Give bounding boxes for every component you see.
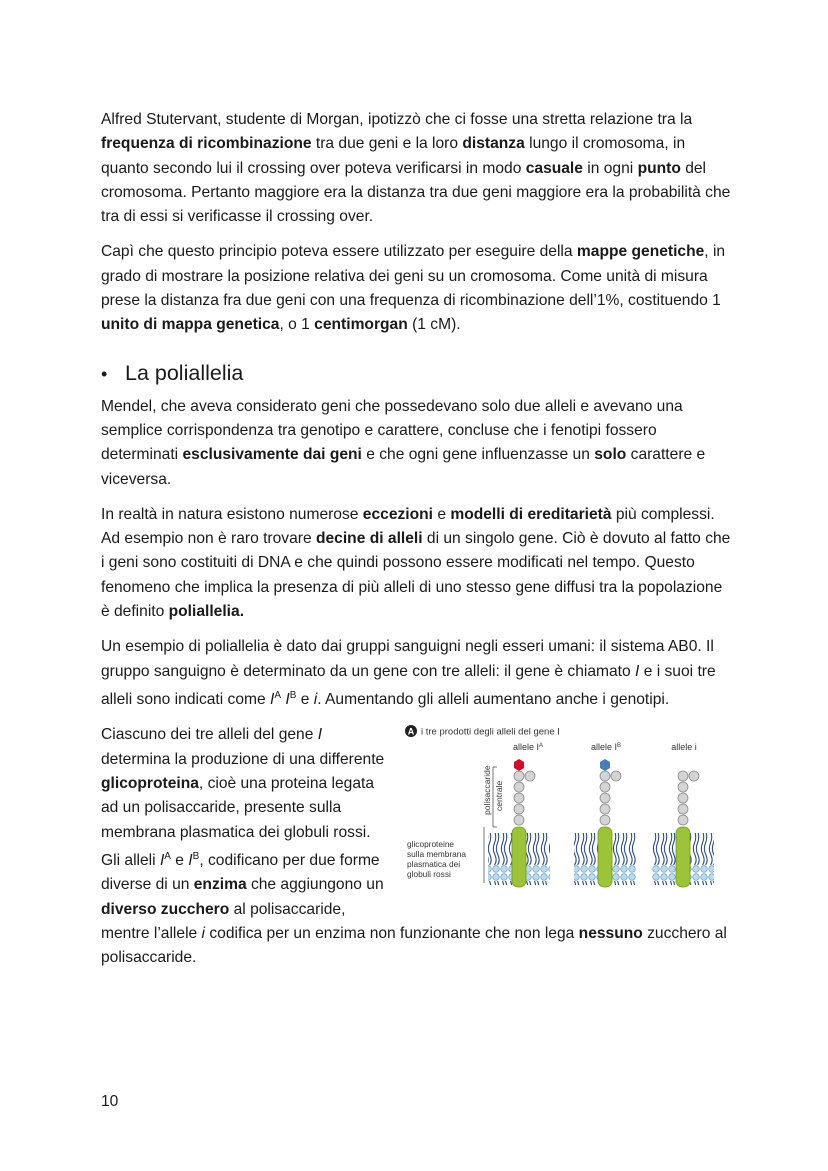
italic-text: I [317,726,323,744]
text: , cioè una proteina legata ad un polisaccaride, presente sulla membrana plasmatica dei globuli rossi. Gli alleli [101,775,375,870]
superscript: A [274,689,282,701]
bold-text: glicoproteina [101,775,199,793]
text: carattere e viceversa. [101,446,706,488]
italic-text: I [285,691,290,709]
superscript: B [289,689,297,701]
text: del cromosoma. Pertanto maggiore era la distanza tra due geni maggiore era la probabilità che tra di essi si verificasse il crossing over. [101,159,731,226]
bold-text: casuale [525,159,583,177]
sugar-chain-b [600,771,621,825]
bold-text: mappe genetiche [576,243,705,261]
text: Ciascuno dei tre alleli del gene [101,726,318,744]
text: Mendel, che aveva considerato geni che possedevano solo due alleli e avevano una semplice corrispondenza tra genotipo e carattere, concluse che i fenotipi fossero determinati [101,397,683,464]
sugar-chain-a [514,771,535,825]
text: (1 cM). [407,316,461,334]
paragraph-sturtevant [101,108,733,229]
polisaccaride-label-2: centrale [494,781,504,812]
bold-text: solo [594,446,627,464]
glycoprotein-figure [404,723,734,913]
glyco-label-4: globuli rossi [407,869,451,880]
protein-b [598,827,612,887]
text: e che ogni gene influenzasse un [361,446,595,464]
page-number: 10 [101,1093,119,1110]
sugar-chain-i [678,771,699,825]
text: . Aumentando gli alleli aumentano anche i genotipi. [317,691,670,709]
bold-text: modelli di ereditarietà [450,505,612,523]
text: determina la produzione di una differente [101,750,385,768]
text: al polisaccaride, [229,900,346,918]
italic-text: I [188,852,193,870]
text: che aggiungono un [246,876,384,894]
figure-caption: i tre prodotti degli alleli del gene I [421,726,560,738]
bold-text: esclusivamente dai geni [182,446,362,464]
text: lungo il cromosoma, in quanto secondo lui il crossing over poteva verificarsi in modo [101,135,686,177]
text: mentre l’allele [101,924,202,942]
text: Capì che questo principio poteva essere utilizzato per eseguire della [101,243,577,261]
paragraph-genetic-maps [101,240,733,337]
allele-label-i: allele i [671,742,697,753]
protein-i [676,827,690,887]
italic-text: i [201,924,206,942]
bold-text: punto [637,159,681,177]
bold-text: nessuno [578,924,643,942]
text: di un singolo gene. Ciò è dovuto al fatto che i geni sono costituiti di DNA e che quindi possono essere modificati nel tempo. Questo fenomeno che implica la presenza di più alleli di uno stesso gene diffusi tra la popolazione è definito [101,530,731,621]
italic-text: i [313,691,318,709]
text: tra due geni e la loro [311,135,463,153]
glyco-label-1: glicoproteine [407,839,455,850]
text: e [296,691,314,709]
bold-text: eccezioni [362,505,433,523]
paragraph-ab0 [101,635,733,712]
text: e [433,505,451,523]
paragraph-exceptions [101,503,733,624]
text: Alfred Stutervant, studente di Morgan, ipotizzò che ci fosse una stretta relazione tra la [101,111,693,128]
italic-text: I [270,691,275,709]
protein-a [512,827,526,887]
bold-text: enzima [193,876,247,894]
glyco-label-2: sulla membrana [407,849,467,860]
paragraph-allele-i [101,922,733,971]
bold-text: decine di alleli [315,530,423,548]
bullet-icon: • [101,363,108,384]
text: zucchero al polisaccaride. [101,924,727,967]
text: più complessi. Ad esempio non è raro trovare [101,505,715,548]
text: , codificano per due forme diverse di un [101,852,380,894]
paragraph-glycoprotein [101,723,391,922]
superscript: A [164,850,171,862]
page-content [101,108,733,982]
section-title: La poliallelia [125,360,244,385]
sugar-b-terminal [600,759,610,771]
figure-badge: A [407,726,415,737]
text: e [170,852,189,870]
bold-text: distanza [462,135,525,153]
text: , in grado di mostrare la posizione relativa dei geni su un cromosoma. Come unità di misura prese la distanza fra due geni con una frequenza di ricombinazione dell’1%, costituendo 1 [101,243,726,310]
text: codifica per un enzima non funzionante che non lega [205,924,579,942]
paragraph-mendel [101,395,733,492]
superscript: B [192,850,200,862]
text: In realtà in natura esistono numerose [101,505,363,523]
polisaccaride-label: polisaccaride [482,765,492,816]
section-heading [101,358,733,389]
text: Un esempio di poliallelia è dato dai gruppi sanguigni negli esseri umani: il sistema AB0. Il gruppo sanguigno è determinato da un gene con tre alleli: il gene è chiamato [101,638,714,680]
bold-text: centimorgan [314,316,408,334]
allele-label-a: allele $I^A$ [512,742,544,753]
sugar-a-terminal [514,759,524,771]
bold-text: frequenza di ricombinazione [101,135,312,153]
bold-text: unito di mappa genetica [101,316,280,334]
allele-label-b: allele $I^B$ [590,742,622,753]
glyco-label-3: plasmatica dei [407,859,461,870]
figure-wrap [101,723,733,922]
bold-text: diverso zucchero [101,900,230,918]
bold-text: poliallelia. [168,603,245,621]
text: e i suoi tre alleli sono indicati come [101,662,716,709]
text: in ogni [582,159,638,177]
text: , o 1 [279,316,315,334]
italic-text: I [635,662,640,680]
italic-text: I [159,852,165,870]
